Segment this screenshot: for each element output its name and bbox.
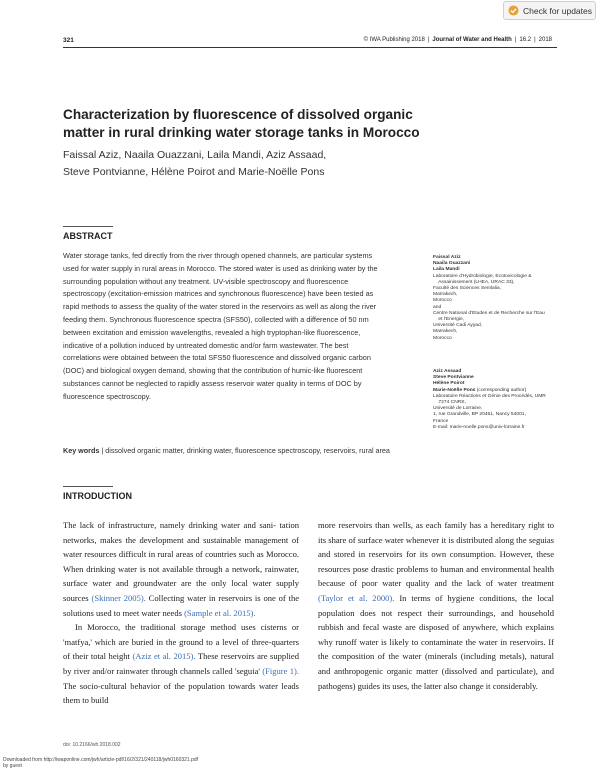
title-line: matter in rural drinking water storage tanks in Morocco [63, 125, 420, 140]
affiliation-line: Aziz Assaad [433, 369, 462, 374]
abstract-body [63, 250, 423, 404]
citation-sample[interactable]: (Sample et al. 2015). [184, 607, 256, 618]
keywords [63, 445, 423, 458]
affiliation-line: Hélène Poirot [433, 381, 465, 387]
doi: doi: 10.2166/wh.2018.002 [63, 742, 121, 748]
text-run: available through a network, rainwater, surface water and [63, 563, 299, 589]
abstract-line: feeding them. Synchronous fluorescence spectra (SFS50), collected with a difference of 50 nm [63, 314, 369, 324]
title-line: Characterization by fluorescence of dissolved organic [63, 107, 413, 122]
affiliation-line: Morocco [433, 335, 452, 341]
journal-name: Journal of Water and Health [432, 37, 512, 43]
abstract-line: rapid methods to assess the quality of the water stored in the reservoirs as well as along the river [63, 302, 377, 312]
affiliation-line: Faissal Aziz [433, 255, 461, 260]
affiliation-line: Marrakech, [433, 329, 458, 335]
affiliation-line: Centre National d'Etudes et de Recherche sur l'Eau [433, 310, 545, 316]
copyright: © IWA Publishing 2018 [363, 37, 425, 43]
text-run: countries such as Morocco. When drinking water is not [63, 549, 300, 574]
affiliation-line: 7274 CNRS, [433, 400, 466, 406]
affiliation-line: Naaila Ouazzani [433, 261, 471, 267]
download-line: by guest [3, 763, 22, 769]
affiliation-line: France [433, 418, 449, 424]
article-title [63, 106, 483, 142]
check-for-updates-label: Check for updates [523, 5, 592, 16]
download-note [3, 757, 198, 769]
abstract-line: Water storage tanks, fed directly from the river through opened channels, are particular systems [63, 251, 373, 260]
affiliation-line: E-mail: marie-noelle.pons@univ-lorraine.fr [433, 424, 525, 430]
intro-right-column [318, 518, 554, 693]
text-run: Collecting water in reservoirs is one of the [148, 592, 300, 603]
abstract-line: surrounding population without any treatment. UV-visible spectroscopy and fluorescence [63, 276, 349, 286]
year: 2018 [538, 37, 552, 43]
abstract-line: used for water supply in rural areas in Morocco. The stored water is used as drinking water by the [63, 263, 378, 273]
affiliation-line: et l'Energie, [433, 317, 465, 323]
text-run: management of water resources difficult in rural areas of [63, 534, 299, 560]
affiliation-line: Université Cadi Ayyad, [433, 323, 483, 329]
introduction-heading: INTRODUCTION [63, 491, 132, 501]
text-run: groundwater are the only local water supply sources [63, 578, 299, 603]
affiliation-line: and [433, 304, 442, 310]
text-run: tation networks, makes the development and sustainable [63, 520, 300, 545]
check-for-updates-button[interactable] [503, 1, 596, 20]
volume-issue: 16.2 [519, 37, 532, 43]
intro-left-column [63, 518, 299, 708]
update-icon [508, 5, 519, 16]
affiliation-line: Laboratoire Réactions et Génie des Procédés, UMR [433, 393, 546, 399]
author-list [63, 147, 443, 180]
keywords-text: | dissolved organic matter, drinking water, fluorescence spectroscopy, reservoirs, rural area [101, 446, 390, 455]
keywords-label: Key words [63, 446, 100, 455]
citation-taylor[interactable]: (Taylor et al. 2000). [318, 592, 395, 603]
authors-line: Steve Pontvianne, Hélène Poirot and Marie-Noëlle Pons [63, 165, 325, 178]
affiliation-line: Assainissement (LHEA, URAC 33), [433, 279, 515, 285]
affiliation-line: Faculté des Sciences Semlalia, [433, 286, 501, 292]
figure-1-link[interactable]: (Figure 1). [262, 665, 299, 676]
text-run: solutions used to meet water needs [63, 607, 182, 618]
affiliation-line: Marrakech, [433, 292, 458, 298]
intro-paragraph-1 [63, 518, 299, 620]
affiliation-line: Steve Pontvianne [433, 375, 474, 381]
abstract-rule [63, 226, 113, 227]
affiliation-line: 1, rue Grandville, BP 20451, Nancy 54001, [433, 412, 526, 418]
abstract-line: correlations were obtained between the total SFS50 fluorescence and dissolved organic carbon [63, 353, 371, 363]
citation-skinner[interactable]: (Skinner 2005). [91, 592, 146, 603]
abstract-line: substances cannot be neglected to rapidly assess reservoir water quality in terms of DOC by [63, 378, 362, 388]
abstract-line: (DOC) and biological oxygen demand, showing that the contribution of humic-like fluorescent [63, 366, 363, 376]
download-line: Downloaded from http://iwaponline.com/jwh/article-pdf/16/2/321/240118/jwh0160321.pdf [3, 757, 199, 763]
affiliation-line: Laila Mandi [433, 267, 460, 273]
affiliation-block-1 [433, 255, 558, 342]
journal-header: © IWA Publishing 2018 | Journal of Water and Health | 16.2 | 2018 [363, 37, 552, 43]
citation-aziz[interactable]: (Aziz et al. 2015). [132, 651, 196, 662]
abstract-line: indicative of a pollution induced by untreated domestic and/or farm wastewater. The best [63, 340, 349, 350]
affiliation-block-2 [433, 369, 558, 431]
text-run: The lack of infrastructure, namely drinking water and sani- [63, 520, 277, 530]
affiliation-line: Morocco [433, 298, 452, 304]
affiliation-line: Université de Lorraine, [433, 406, 483, 412]
affiliation-line: Marie-Noëlle Pons (corresponding author) [433, 387, 527, 393]
abstract-line: between excitation and emission wavelengths, revealed a high tryptophan-like fluorescence, [63, 327, 361, 337]
abstract-line: spectroscopy (excitation-emission matrices and synchronous fluorescence) have been tested as [63, 289, 374, 299]
intro-paragraph-2: In Morocco, the traditional storage method uses cisterns or 'matfya,' which are buried in the ground to a level of three-quarters of their total height (Aziz et al. 2015). These reservoirs are supplied by river and/or rainwater through channels called 'seguia' (Figure 1). The socio-cultural behavior of the population towards water leads them to build [63, 622, 299, 706]
page-number: 321 [63, 37, 74, 44]
header-rule [63, 47, 557, 48]
abstract-line: fluorescence spectroscopy. [63, 391, 151, 401]
intro-paragraph-3: more reservoirs than wells, as each family has a hereditary right to its share of surface water whenever it is distributed along the seguias and stored in reservoirs for its own consumption. However, these resources pose drastic problems to human and environmental health because of poor water quality and the lack of water treatment (Taylor et al. 2000). In terms of hygiene conditions, the local population does not respect their surroundings, and household rubbish and fecal waste are disposed of anywhere, which explains why runoff water is likely to contaminate the water in reservoirs. If the composition of the water (minerals (including metals), natural and anthropogenic organic matter (dissolved and particulate), and pathogens) guides its uses, the latter also change it considerably. [318, 520, 555, 691]
authors-line: Faissal Aziz, Naaila Ouazzani, Laila Mandi, Aziz Assaad, [63, 149, 327, 161]
abstract-heading: ABSTRACT [63, 231, 113, 241]
affiliation-line: Laboratoire d'Hydrobiologie, Ecotoxicologie & [433, 273, 532, 279]
intro-rule [63, 486, 113, 487]
